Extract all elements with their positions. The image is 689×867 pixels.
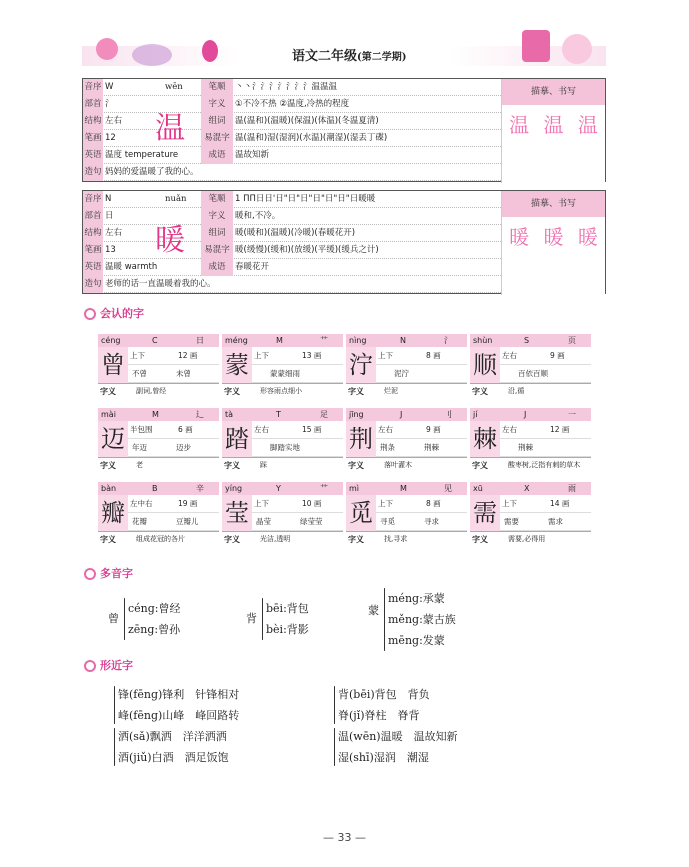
similar-brace <box>114 686 115 724</box>
polyphone-reading: mēng:发蒙 <box>388 634 445 647</box>
section-polyphone: 多音字 <box>84 565 133 581</box>
card-strokes: 8 画 <box>426 499 441 508</box>
field-label: 笔画 <box>83 130 103 147</box>
card-meaning-row <box>470 457 591 472</box>
field-label: 英语 <box>83 147 103 164</box>
field-value: 暖和,不冷。 <box>235 211 281 221</box>
card-structure: 上下 <box>378 351 393 360</box>
card-letter: X <box>524 484 530 493</box>
card-letter: M <box>276 336 283 345</box>
card-char: 瓣 <box>98 495 128 531</box>
card-pinyin: jí <box>473 410 478 419</box>
entry-panel <box>82 78 606 182</box>
polyphone-char: 蒙 <box>368 604 379 617</box>
card-pinyin-row <box>222 334 343 347</box>
card-structure: 左右 <box>502 425 517 434</box>
card-letter: M <box>400 484 407 493</box>
similar-pair: 温(wēn)温暖 温故知新 <box>338 730 458 743</box>
field-label: 笔画 <box>83 242 103 259</box>
polyphone-char: 背 <box>246 612 257 625</box>
card-meaning-label: 字义 <box>472 461 488 470</box>
card-meaning: 形容雨点细小 <box>260 387 302 395</box>
section-recognize: 会认的字 <box>84 305 144 321</box>
entry-row <box>83 242 503 259</box>
field-label: 部首 <box>83 208 103 225</box>
card-strokes: 15 画 <box>302 425 322 434</box>
entry-row <box>83 113 503 130</box>
practice-char: 暖 <box>543 225 564 249</box>
card-word: 需求 <box>548 517 563 526</box>
card-meaning-row <box>222 383 343 398</box>
char-card <box>470 334 591 398</box>
card-words-row <box>500 439 591 457</box>
field-label: 笔顺 <box>201 79 233 96</box>
card-char: 棘 <box>470 421 500 457</box>
card-word: 寻觅 <box>380 517 395 526</box>
card-char: 觅 <box>346 495 376 531</box>
card-words-row <box>500 365 591 383</box>
card-meaning: 老 <box>136 461 143 469</box>
similar-pair: 湿(shī)湿润 潮湿 <box>338 751 429 764</box>
card-word: 脚踏实地 <box>270 443 300 452</box>
entry-row <box>83 276 503 293</box>
card-words-row <box>128 365 219 383</box>
field-value: 温故知新 <box>235 150 270 160</box>
field-value: 丶丶氵氵氵氵氵氵氵温温温 <box>235 82 338 92</box>
card-radical: 氵 <box>444 336 452 345</box>
card-pinyin: shùn <box>473 336 493 345</box>
similar-pair: 锋(fēng)锋利 针锋相对 <box>118 688 240 701</box>
card-meaning-label: 字义 <box>348 461 364 470</box>
card-radical: 一 <box>568 410 576 419</box>
card-char: 顺 <box>470 347 500 383</box>
practice-chars <box>502 217 605 250</box>
field-value: W <box>105 82 114 92</box>
field-label: 音序 <box>83 191 103 208</box>
card-meaning-label: 字义 <box>100 461 116 470</box>
card-meaning-label: 字义 <box>472 387 488 396</box>
card-word: 豆瓣儿 <box>176 517 199 526</box>
card-letter: S <box>524 336 530 345</box>
card-structure-row <box>500 347 591 365</box>
card-meaning-row <box>222 531 343 546</box>
field-value: 温(温和)(温暖)(保温)(体温)(冬温夏清) <box>235 116 379 126</box>
char-card <box>98 334 219 398</box>
card-letter: M <box>152 410 159 419</box>
card-meaning-label: 字义 <box>472 535 488 544</box>
field-label: 组词 <box>201 113 233 130</box>
card-pinyin-row <box>98 408 219 421</box>
card-char: 需 <box>470 495 500 531</box>
card-word: 不曾 <box>132 369 147 378</box>
card-char: 荆 <box>346 421 376 457</box>
card-pinyin: nìng <box>349 336 367 345</box>
card-structure-row <box>376 421 467 439</box>
card-radical: 日 <box>196 336 204 345</box>
card-pinyin-row <box>222 482 343 495</box>
card-char: 泞 <box>346 347 376 383</box>
entry-row <box>83 96 503 113</box>
field-label: 结构 <box>83 113 103 130</box>
entry-row <box>83 225 503 242</box>
field-value: 温度 temperature <box>105 150 179 160</box>
card-meaning-label: 字义 <box>224 387 240 396</box>
practice-chars <box>502 105 605 138</box>
field-label: 组词 <box>201 225 233 242</box>
card-structure: 左右 <box>254 425 269 434</box>
field-label: 部首 <box>83 96 103 113</box>
field-value: 12 <box>105 133 116 143</box>
field-value: 温暖 warmth <box>105 262 158 272</box>
field-value: 左右 <box>105 116 123 126</box>
card-structure-row <box>500 495 591 513</box>
card-words-row <box>376 365 467 383</box>
field-value: 13 <box>105 245 116 255</box>
card-structure-row <box>376 495 467 513</box>
card-char: 蒙 <box>222 347 252 383</box>
cloud-decoration-icon <box>132 44 172 66</box>
card-meaning-label: 字义 <box>348 387 364 396</box>
card-strokes: 9 画 <box>550 351 565 360</box>
card-char: 曾 <box>98 347 128 383</box>
polyphone-reading: bèi:背影 <box>266 623 309 636</box>
entry-row <box>83 191 503 208</box>
card-meaning-label: 字义 <box>348 535 364 544</box>
polyphone-char: 曾 <box>108 612 119 625</box>
flower-decoration-icon <box>96 38 118 60</box>
card-structure: 上下 <box>130 351 145 360</box>
card-pinyin: méng <box>225 336 248 345</box>
card-strokes: 14 画 <box>550 499 570 508</box>
entry-row <box>83 130 503 147</box>
card-strokes: 19 画 <box>178 499 198 508</box>
card-pinyin-row <box>222 408 343 421</box>
section-similar: 形近字 <box>84 657 133 673</box>
practice-char: 温 <box>509 113 530 137</box>
field-value: wēn <box>165 82 183 92</box>
card-radical: 足 <box>320 410 328 419</box>
card-letter: C <box>152 336 158 345</box>
similar-brace <box>334 686 335 724</box>
card-pinyin-row <box>98 334 219 347</box>
field-value: N <box>105 194 112 204</box>
card-pinyin: mì <box>349 484 360 493</box>
card-structure: 上下 <box>254 499 269 508</box>
card-letter: Y <box>276 484 281 493</box>
card-meaning: 沿,循 <box>508 387 525 395</box>
card-meaning-row <box>346 383 467 398</box>
card-words-row <box>128 513 219 531</box>
practice-char: 暖 <box>509 225 530 249</box>
card-meaning-row <box>222 457 343 472</box>
practice-char: 温 <box>577 113 598 137</box>
card-meaning: 烂泥 <box>384 387 398 395</box>
page-header <box>82 30 606 68</box>
card-word: 花瓣 <box>132 517 147 526</box>
field-label: 结构 <box>83 225 103 242</box>
entry-row <box>83 208 503 225</box>
char-card <box>346 482 467 546</box>
card-meaning-row <box>346 457 467 472</box>
card-meaning-label: 字义 <box>100 387 116 396</box>
char-card <box>222 334 343 398</box>
card-word: 寻求 <box>424 517 439 526</box>
field-value: nuǎn <box>165 194 187 204</box>
card-radical: 辛 <box>196 484 204 493</box>
entry-row <box>83 79 503 96</box>
field-label: 易混字 <box>201 130 233 147</box>
field-label: 易混字 <box>201 242 233 259</box>
card-structure: 上下 <box>378 499 393 508</box>
practice-label: 描摹、书写 <box>502 79 605 105</box>
card-words-row <box>128 439 219 457</box>
card-structure-row <box>128 495 219 513</box>
practice-box <box>501 191 605 295</box>
similar-pair: 峰(fēng)山峰 峰回路转 <box>118 709 240 722</box>
field-label: 笔顺 <box>201 191 233 208</box>
card-char: 迈 <box>98 421 128 457</box>
card-word: 荆棘 <box>424 443 439 452</box>
card-meaning-label: 字义 <box>224 461 240 470</box>
practice-char: 暖 <box>577 225 598 249</box>
card-radical: 辶 <box>196 410 204 419</box>
card-strokes: 10 画 <box>302 499 322 508</box>
card-word: 荆条 <box>380 443 395 452</box>
card-radical: 雨 <box>568 484 576 493</box>
card-letter: B <box>152 484 158 493</box>
card-structure: 左中右 <box>130 499 153 508</box>
field-value: 老师的话一直温暖着我的心。 <box>105 279 216 289</box>
card-meaning-row <box>98 457 219 472</box>
polyphone-reading: zēng:曾孙 <box>128 623 181 636</box>
card-word: 蒙蒙细雨 <box>270 369 300 378</box>
field-label: 音序 <box>83 79 103 96</box>
card-pinyin: tà <box>225 410 234 419</box>
card-word: 绿莹莹 <box>300 517 323 526</box>
similar-pair: 酒(jiǔ)白酒 酒足饭饱 <box>118 751 229 764</box>
field-value: 温(温和)湿(湿润)(水温)(潮湿)(湿丢丁碟) <box>235 133 388 143</box>
card-word: 未曾 <box>176 369 191 378</box>
card-structure: 左右 <box>378 425 393 434</box>
char-card <box>98 408 219 472</box>
card-char: 莹 <box>222 495 252 531</box>
card-words-row <box>500 513 591 531</box>
field-value: 暖(缓慢)(缓和)(放缓)(平缓)(缓兵之计) <box>235 245 379 255</box>
card-letter: N <box>400 336 406 345</box>
card-meaning: 找,寻求 <box>384 535 408 543</box>
entry-row <box>83 147 503 164</box>
card-meaning: 落叶灌木 <box>384 461 412 469</box>
char-card <box>470 482 591 546</box>
field-label: 英语 <box>83 259 103 276</box>
card-pinyin: bàn <box>101 484 117 493</box>
card-pinyin-row <box>346 334 467 347</box>
page-number: — 33 — <box>323 831 366 844</box>
card-radical: 艹 <box>320 484 328 493</box>
card-radical: 页 <box>568 336 576 345</box>
field-label: 成语 <box>201 259 233 276</box>
card-pinyin-row <box>98 482 219 495</box>
card-structure: 半包围 <box>130 425 153 434</box>
entry-big-char: 温 <box>155 111 185 146</box>
card-meaning-row <box>98 531 219 546</box>
field-value: 暖(暖和)(温暖)(冷暖)(春暖花开) <box>235 228 356 238</box>
card-word: 泥泞 <box>394 369 409 378</box>
practice-char: 温 <box>543 113 564 137</box>
card-pinyin: xū <box>473 484 483 493</box>
card-strokes: 13 画 <box>302 351 322 360</box>
card-meaning: 踩 <box>260 461 267 469</box>
card-pinyin-row <box>346 408 467 421</box>
magnifier-icon <box>84 660 96 672</box>
field-label: 字义 <box>201 96 233 113</box>
polyphone-brace <box>384 588 385 651</box>
card-structure-row <box>500 421 591 439</box>
practice-label: 描摹、书写 <box>502 191 605 217</box>
field-value: 春暖花开 <box>235 262 270 272</box>
card-word: 百依百顺 <box>518 369 548 378</box>
card-meaning: 光洁,透明 <box>260 535 291 543</box>
card-word: 需要 <box>504 517 519 526</box>
card-meaning-row <box>98 383 219 398</box>
card-word: 迈步 <box>176 443 191 452</box>
card-pinyin: mài <box>101 410 116 419</box>
char-card <box>98 482 219 546</box>
magnifier-icon <box>84 308 96 320</box>
card-meaning-row <box>470 383 591 398</box>
card-radical: 刂 <box>444 410 452 419</box>
card-meaning: 需要,必得用 <box>508 535 546 543</box>
similar-pair: 背(bēi)背包 背负 <box>338 688 430 701</box>
card-meaning: 酸枣树,泛指有刺的草木 <box>508 461 581 469</box>
polyphone-brace <box>262 598 263 640</box>
card-strokes: 9 画 <box>426 425 441 434</box>
field-label: 造句 <box>83 276 103 293</box>
card-char: 踏 <box>222 421 252 457</box>
card-structure-row <box>376 347 467 365</box>
card-word: 荆棘 <box>518 443 533 452</box>
char-card <box>346 408 467 472</box>
card-pinyin-row <box>346 482 467 495</box>
card-word: 晶莹 <box>256 517 271 526</box>
similar-brace <box>334 728 335 766</box>
card-pinyin: jīng <box>349 410 364 419</box>
card-letter: J <box>400 410 403 419</box>
card-structure-row <box>252 421 343 439</box>
polyphone-reading: bēi:背包 <box>266 602 309 615</box>
similar-brace <box>114 728 115 766</box>
card-pinyin-row <box>470 334 591 347</box>
card-letter: J <box>524 410 527 419</box>
card-structure: 上下 <box>254 351 269 360</box>
entry-panel <box>82 190 606 294</box>
card-letter: T <box>276 410 281 419</box>
card-radical: 艹 <box>320 336 328 345</box>
magnifier-icon <box>84 568 96 580</box>
similar-pair: 洒(sǎ)飘洒 洋洋洒洒 <box>118 730 227 743</box>
card-words-row <box>252 513 343 531</box>
card-words-row <box>376 513 467 531</box>
card-structure: 上下 <box>502 499 517 508</box>
card-meaning-row <box>346 531 467 546</box>
polyphone-reading: méng:承蒙 <box>388 592 445 605</box>
field-label: 成语 <box>201 147 233 164</box>
polyphone-brace <box>124 598 125 640</box>
card-pinyin-row <box>470 482 591 495</box>
entry-row <box>83 164 503 181</box>
polyphone-reading: céng:曾经 <box>128 602 181 615</box>
card-structure: 左右 <box>502 351 517 360</box>
char-card <box>222 408 343 472</box>
card-pinyin: yíng <box>225 484 243 493</box>
house-decoration-icon <box>522 30 550 62</box>
card-structure-row <box>128 347 219 365</box>
card-meaning: 副词,曾经 <box>136 387 167 395</box>
char-card <box>222 482 343 546</box>
card-strokes: 8 画 <box>426 351 441 360</box>
card-words-row <box>252 439 343 457</box>
card-pinyin: céng <box>101 336 121 345</box>
entry-big-char: 暖 <box>155 223 185 258</box>
field-value: 左右 <box>105 228 123 238</box>
card-radical: 见 <box>444 484 452 493</box>
card-meaning-row <box>470 531 591 546</box>
card-structure-row <box>252 495 343 513</box>
practice-box <box>501 79 605 183</box>
field-value: 妈妈的爱温暖了我的心。 <box>105 167 199 177</box>
card-structure-row <box>128 421 219 439</box>
card-strokes: 6 画 <box>178 425 193 434</box>
card-words-row <box>252 365 343 383</box>
bird-decoration-icon <box>202 40 218 62</box>
card-pinyin-row <box>470 408 591 421</box>
char-card <box>470 408 591 472</box>
field-label: 造句 <box>83 164 103 181</box>
polyphone-reading: měng:蒙古族 <box>388 613 456 626</box>
page-title: 语文二年级(第二学期) <box>292 49 407 64</box>
card-word: 年迈 <box>132 443 147 452</box>
card-meaning: 组成花冠的各片 <box>136 535 185 543</box>
card-strokes: 12 画 <box>178 351 198 360</box>
card-meaning-label: 字义 <box>100 535 116 544</box>
field-label: 字义 <box>201 208 233 225</box>
similar-pair: 脊(jǐ)脊柱 脊背 <box>338 709 420 722</box>
card-structure-row <box>252 347 343 365</box>
entry-row <box>83 259 503 276</box>
field-value: 1 ΠΠ日日'日"日"日"日"日"日"日暖暖 <box>235 194 376 204</box>
field-value: 日 <box>105 211 114 221</box>
char-card <box>346 334 467 398</box>
field-value: 氵 <box>105 99 114 109</box>
card-meaning-label: 字义 <box>224 535 240 544</box>
field-value: ①不冷不热 ②温度,冷热的程度 <box>235 99 350 109</box>
card-strokes: 12 画 <box>550 425 570 434</box>
card-words-row <box>376 439 467 457</box>
tree-decoration-icon <box>562 34 592 64</box>
